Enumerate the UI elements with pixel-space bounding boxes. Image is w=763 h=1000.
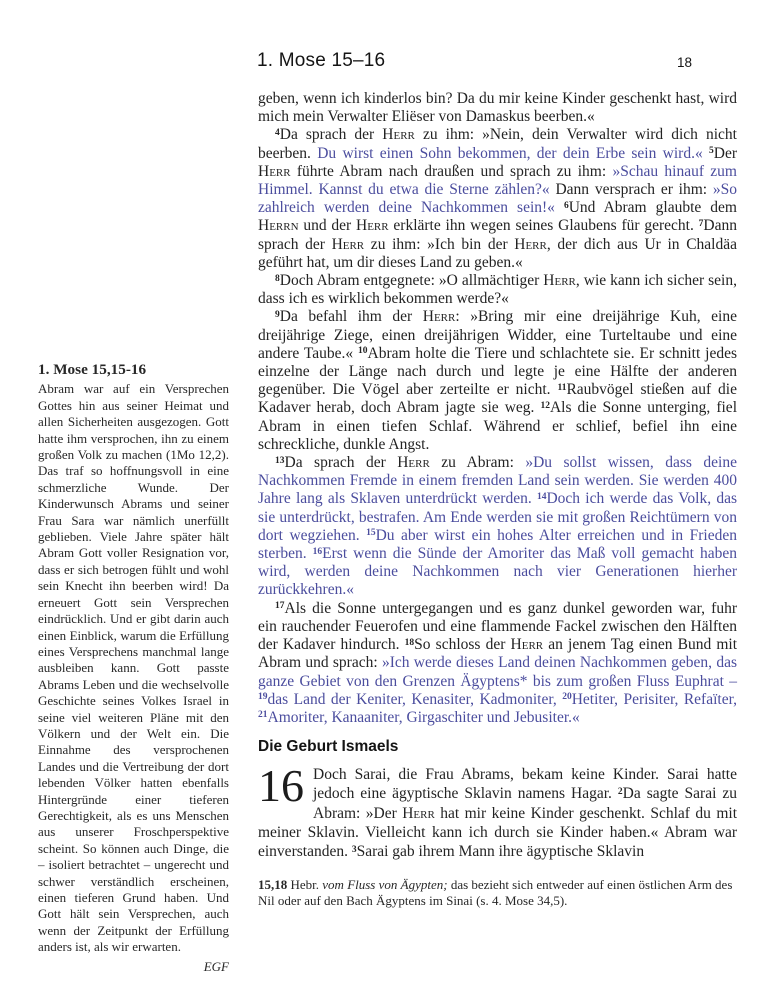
text-run: zu ihm: »Ich bin der (364, 235, 515, 253)
text-run: Raubvögel stießen auf die Kadaver herab, doch Abram jagte sie weg. (258, 381, 737, 417)
verse-number: 5 (709, 146, 714, 157)
text-run: und der (298, 217, 357, 235)
verse-paragraph (258, 600, 737, 727)
verse-number: 4 (275, 127, 280, 138)
verse-paragraph (258, 90, 737, 126)
verse-number: 11 (557, 382, 567, 393)
text-run: Hebr. (287, 876, 323, 892)
verse-number: 17 (275, 601, 285, 612)
verse-number: 3 (351, 844, 357, 855)
verse-number: 7 (698, 218, 704, 229)
divine-name: Herrn (258, 217, 299, 235)
highlighted-text-run: Du wirst einen Sohn bekommen, der dein Erbe sein wird.« (317, 144, 703, 162)
text-run: : »Bring mir eine dreijährige Kuh, eine dreijährige Ziege, einen dreijährigen Widder, eine Turteltaube und eine andere Taube.« (258, 308, 737, 362)
text-run: , wie kann ich sicher sein, dass ich es wirklich bekommen werde?« (258, 272, 737, 308)
text-run: Und Abram glaubte dem (568, 199, 737, 217)
verse-paragraph (258, 126, 737, 272)
highlighted-text-run: »Ich werde dieses Land deinen Nachkommen geben, das ganze Gebiet von den Grenzen Ägyptens* bis zum großen Fluss Euphrat – (258, 654, 737, 690)
text-run: Dann versprach er ihm: (549, 181, 713, 199)
divine-name: Herr (543, 272, 576, 290)
verse-number: 12 (540, 400, 550, 411)
divine-name: Herr (402, 804, 435, 822)
page-number: 18 (677, 55, 693, 70)
text-run: Sarai gab ihrem Mann ihre ägyptische Sklavin (356, 843, 645, 861)
verse-number: 13 (275, 455, 285, 466)
chapter-range-title: 1. Mose 15–16 (257, 50, 386, 71)
highlighted-text-run: Amoriter, Kanaaniter, Girgaschiter und Jebusiter.« (267, 708, 580, 726)
text-run: zu ihm: »Nein, dein Verwalter wird dich nicht beerben. (258, 126, 737, 162)
text-run: Doch Sarai, die Frau Abrams, bekam keine Kinder. Sarai hatte jedoch eine ägyptische Sklavin namens Hagar. (313, 765, 737, 803)
verse-number: 19 (258, 692, 268, 703)
text-run: Dann sprach der (258, 217, 737, 253)
verse-number: 21 (258, 710, 268, 721)
verse-number: 8 (275, 273, 280, 284)
text-run: Da sagte Sarai zu Abram: »Der (313, 785, 737, 822)
verse-number: 18 (404, 637, 415, 648)
highlighted-text-run: »So zahlreich werden deine Nachkommen sein!« (258, 181, 737, 217)
text-run: Da befahl ihm der (279, 308, 423, 326)
chapter-paragraph (258, 759, 737, 862)
text-run: führte Abram nach draußen und sprach zu ihm: (290, 162, 613, 180)
text-run: erklärte ihn wegen seines Glaubens für gerecht. (388, 217, 699, 235)
text-run: zu Abram: (429, 454, 526, 472)
margin-note-signature: EGF (203, 958, 229, 974)
divine-name: Herr (356, 217, 389, 235)
verse-number: 16 (312, 546, 323, 557)
divine-name: Herr (331, 235, 365, 253)
verse-number: 20 (562, 692, 572, 703)
highlighted-text-run: Erst wenn die Sünde der Amoriter das Maß voll gemacht haben wird, werden deine Nachkommen nach vier Generationen hierher zurückkehren.« (258, 545, 737, 599)
text-run: Als die Sonne untergegangen und es ganz dunkel geworden war, fuhr ein rauchender Feuerofen und eine flammende Fackel zwischen den Hälften der Kadaver hindurch. (258, 599, 737, 654)
margin-note-heading: 1. Mose 15,15-16 (38, 361, 147, 378)
divine-name: Herr (397, 454, 430, 472)
verse-number: 10 (358, 346, 368, 357)
chapter-number: 16 (258, 759, 304, 811)
margin-note-body: Abram war auf ein Versprechen Gottes hin aus seiner Heimat und allen Sicherheiten ausgezogen. Gott hatte ihm versprochen, ihn zu einem großen Volk zu machen (1Mo 12,2). Das traf so hoffnungsvoll in eine schmerzliche Wunde. Der Kinderwunsch Abrams und seiner Frau Sara war nämlich unerfüllt geblieben. Viele Jahre später hält Abram Gott voller Resignation vor, dass er sich betrogen fühlt und wohl sein Knecht ihn beerben wird! Da erneuert Gott sein Versprechen eindrücklich. Und er gibt darin auch einen Einblick, warum die Erfüllung eines Versprechens manchmal lange ausbleiben kann. Gott passte Abrams Leben und die wechselvolle Geschichte seines Volkes Israel in seine viel weiteren Pläne mit den Völkern und der Welt ein. Die Einnahme des versprochenen Landes und die Vertreibung der dort lebenden Völker hatten ebenfalls Hintergründe einer tieferen Gerechtigkeit, als es uns Menschen aus unserer Froschperspektive scheint. So können auch Dinge, die – isoliert betrachtet – ungerecht und schwer verständlich erscheinen, einen tieferen Grund haben. Und Gott hält sein Versprechen, auch wenn der Zeitpunkt der Erfüllung anders ist, als wir erwarten. (38, 381, 229, 955)
text-run: Doch Abram entgegnete: »O allmächtiger (279, 272, 544, 290)
text-run: Da sprach der (279, 126, 383, 144)
text-run: Abram holte die Tiere und schlachtete sie. Er schnitt jedes einzelne der Länge nach durch und legte je eine Hälfte der anderen gegenüber. Die Vögel aber zerteilte er nicht. (258, 344, 737, 399)
divine-name: Herr (382, 126, 415, 144)
margin-note (38, 362, 229, 975)
verse-number: 9 (275, 309, 280, 320)
divine-name: Herr (258, 162, 291, 180)
text-run: an jenem Tag einen Bund mit Abram und sprach: (258, 636, 737, 672)
chapter-text (258, 759, 737, 861)
verse-number: 15 (366, 528, 376, 539)
verse-paragraph (258, 272, 737, 308)
verse-number: 2 (617, 786, 623, 797)
text-run: So schloss der (414, 636, 511, 654)
text-run: Da sprach der (284, 454, 398, 472)
highlighted-text-run: Doch ich werde das Volk, das sie unterdrückt, bestrafen. Am Ende werden sie mit großen Reichtümern von dort wegziehen. (258, 490, 737, 544)
highlighted-text-run: das Land der Keniter, Kenasiter, Kadmoniter, (267, 690, 563, 708)
footnote-reference: 15,18 (258, 876, 288, 892)
highlighted-text-run: Du aber wirst ein hohes Alter erreichen und in Frieden sterben. (258, 526, 737, 563)
verse-paragraph (258, 308, 737, 454)
text-run: , der dich aus Ur in Chaldäa geführt hat, um dir dieses Land zu geben.« (258, 235, 737, 271)
text-run: geben, wenn ich kinderlos bin? Da du mir keine Kinder geschenkt hast, wird mich mein Verwalter Eliëser von Damaskus beerben.« (258, 90, 737, 126)
scripture-column (258, 90, 737, 910)
text-run (555, 199, 564, 216)
text-run: Der (713, 144, 737, 162)
divine-name: Herr (514, 235, 547, 253)
footnote (258, 877, 737, 910)
text-run: hat mir keine Kinder geschenkt. Schlaf du mit meiner Sklavin. Vielleicht kann ich durch sie Kinder haben.« Abram war einverstanden. (258, 804, 737, 861)
text-run: das bezieht sich entweder auf einen östlichen Arm des Nil oder auf den Bach Ägyptens im Sinai (s. 4. Mose 34,5). (258, 876, 733, 909)
verse-paragraph (258, 454, 737, 600)
highlighted-text-run: Hetiter, Perisiter, Refaïter, (571, 690, 737, 708)
text-run: Als die Sonne unterging, fiel Abram in einen tiefen Schlaf. Während er schlief, befiel ihn eine schreckliche, dunkle Angst. (258, 399, 737, 453)
verse-paragraphs (258, 90, 737, 727)
verse-number: 6 (563, 200, 569, 211)
italic-text-run: vom Fluss von Ägypten; (322, 876, 448, 892)
section-heading: Die Geburt Ismaels (258, 738, 399, 756)
highlighted-text-run: »Schau hinauf zum Himmel. Kannst du etwa die Sterne zählen?« (258, 162, 737, 199)
verse-number: 14 (536, 491, 547, 502)
divine-name: Herr (510, 636, 544, 654)
divine-name: Herr (422, 308, 456, 326)
highlighted-text-run: »Du sollst wissen, dass deine Nachkommen Fremde in einem fremden Land sein werden. Sie werden 400 Jahre lang als Sklaven unterdrückt werden. (258, 454, 737, 508)
